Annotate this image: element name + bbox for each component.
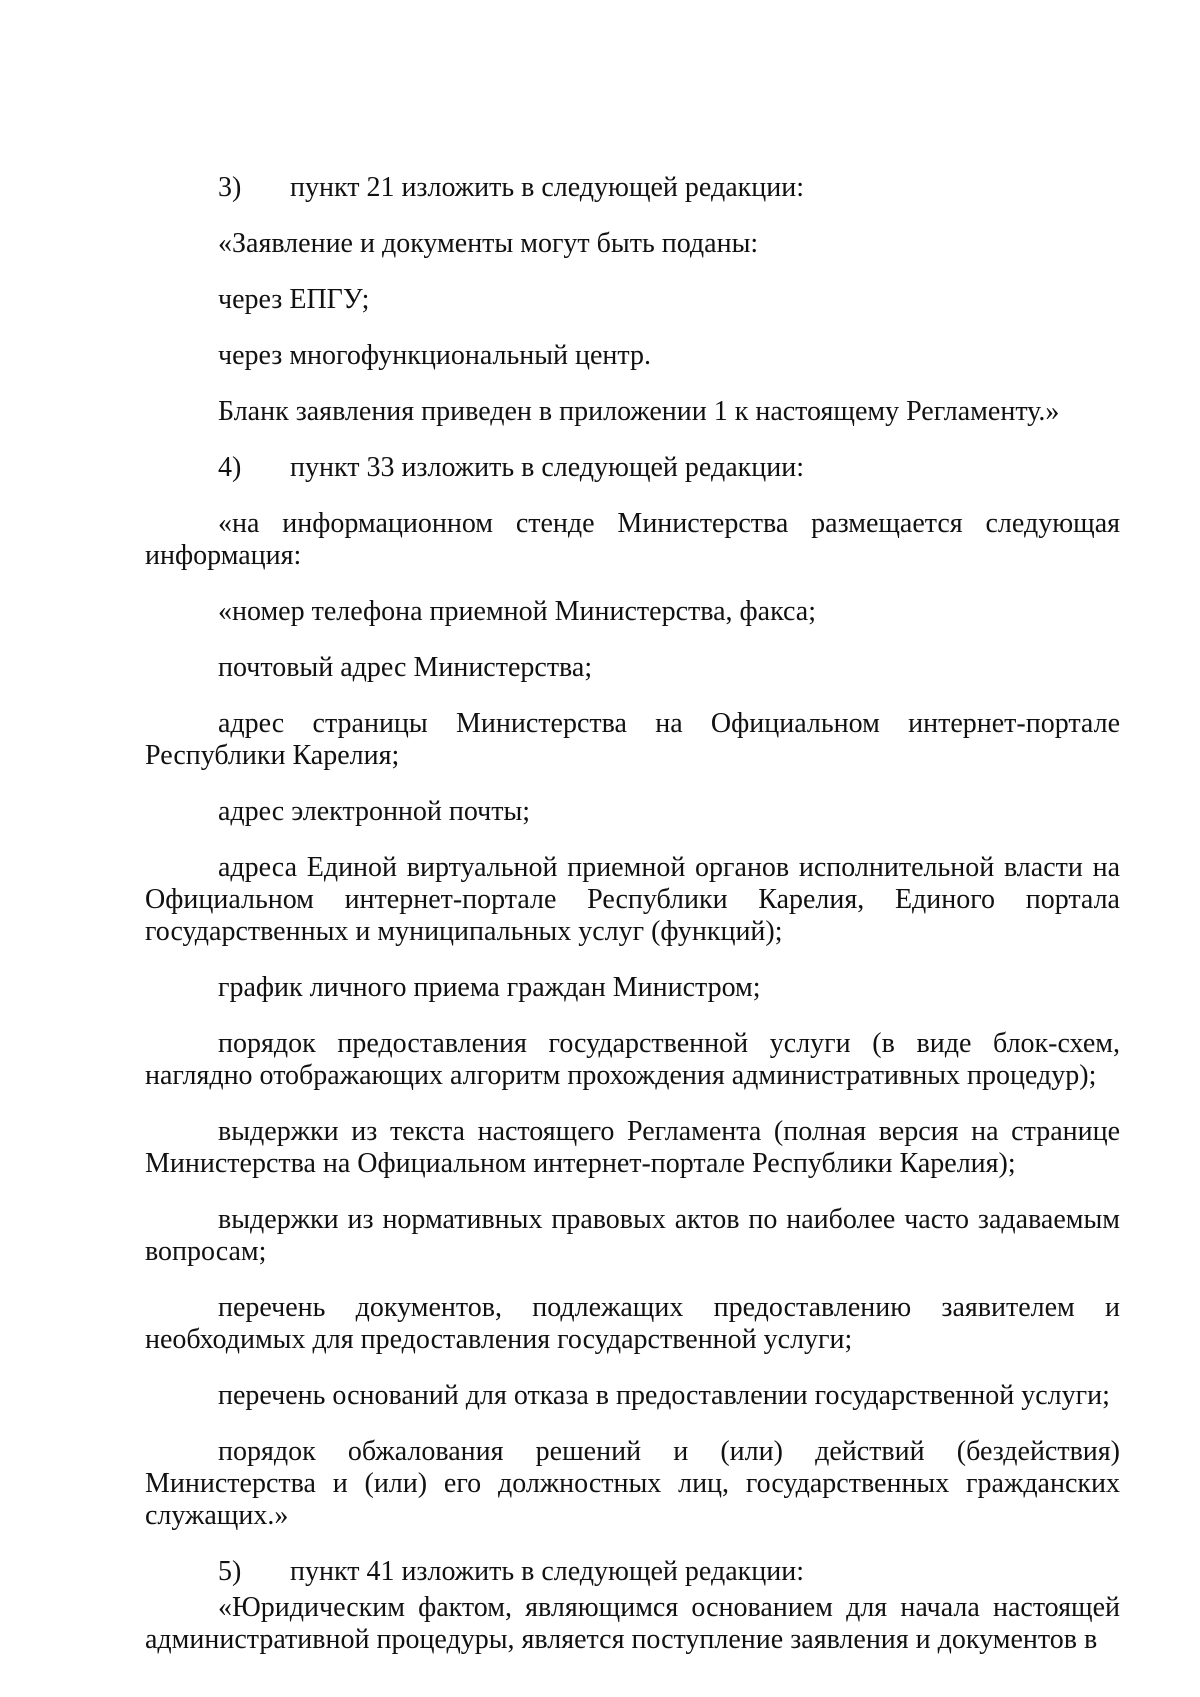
paragraph: выдержки из нормативных правовых актов по наиболее часто задаваемым вопросам; <box>145 1204 1120 1267</box>
paragraph: адрес страницы Министерства на Официальном интернет-портале Республики Карелия; <box>145 708 1120 771</box>
numbered-item-5 <box>145 1556 1120 1588</box>
paragraph: порядок обжалования решений и (или) действий (бездействия) Министерства и (или) его должностных лиц, государственных гражданских служащих.» <box>145 1436 1120 1531</box>
paragraph: через ЕПГУ; <box>218 284 370 315</box>
paragraph: «на информационном стенде Министерства размещается следующая информация: <box>145 508 1120 571</box>
paragraph: «Заявление и документы могут быть поданы: <box>218 228 759 259</box>
paragraph: адреса Единой виртуальной приемной органов исполнительной власти на Официальном интернет-портале Республики Карелия, Единого портала государственных и муниципальных услуг (функций); <box>145 852 1120 947</box>
item-number: 5) <box>218 1556 242 1587</box>
paragraph: перечень документов, подлежащих предоставлению заявителем и необходимых для предоставления государственной услуги; <box>145 1292 1120 1355</box>
document-body <box>145 172 1120 1656</box>
item-number: 4) <box>218 452 242 483</box>
paragraph: перечень оснований для отказа в предоставлении государственной услуги; <box>218 1380 1110 1411</box>
paragraph: «номер телефона приемной Министерства, факса; <box>218 596 816 627</box>
paragraph: график личного приема граждан Министром; <box>218 972 761 1003</box>
numbered-item-3 <box>145 172 1120 204</box>
paragraph: Бланк заявления приведен в приложении 1 к настоящему Регламенту.» <box>218 396 1060 427</box>
item-text: пункт 21 изложить в следующей редакции: <box>290 172 804 203</box>
paragraph: «Юридическим фактом, являющимся основанием для начала настоящей административной процедуры, является поступление заявления и документов в <box>145 1592 1120 1655</box>
numbered-item-4 <box>145 452 1120 484</box>
paragraph: порядок предоставления государственной услуги (в виде блок-схем, наглядно отображающих алгоритм прохождения административных процедур); <box>145 1028 1120 1091</box>
paragraph: через многофункциональный центр. <box>218 340 651 371</box>
paragraph: адрес электронной почты; <box>218 796 531 827</box>
item-number: 3) <box>218 172 242 203</box>
item-text: пункт 33 изложить в следующей редакции: <box>290 452 804 483</box>
paragraph: почтовый адрес Министерства; <box>218 652 593 683</box>
paragraph: выдержки из текста настоящего Регламента (полная версия на странице Министерства на Официальном интернет-портале Республики Карелия); <box>145 1116 1120 1179</box>
item-text: пункт 41 изложить в следующей редакции: <box>290 1556 804 1587</box>
